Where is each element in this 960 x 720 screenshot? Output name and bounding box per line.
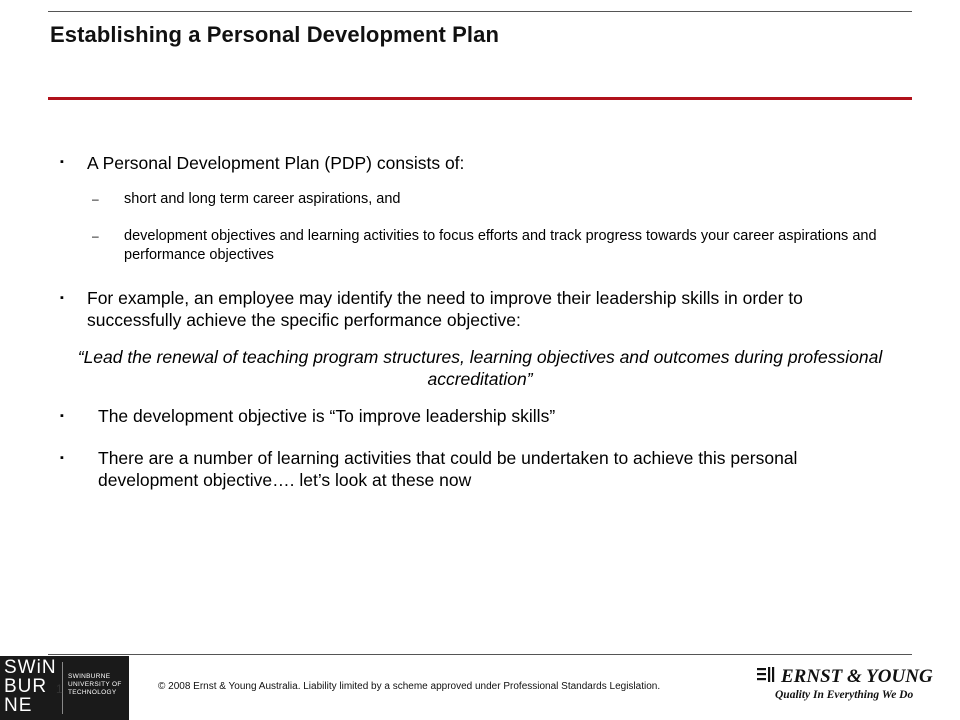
- bullet-marker: ▪: [60, 452, 64, 464]
- ey-logo-mark-icon: [755, 666, 777, 684]
- bullet-text-pdp: A Personal Development Plan (PDP) consists of:: [87, 153, 465, 173]
- dash-marker: –: [92, 229, 99, 243]
- swinburne-logo: [0, 656, 129, 720]
- bullet-text-learning-activities: There are a number of learning activities that could be undertaken to achieve this personal development objective…. let’s look at these now: [98, 448, 798, 490]
- bullet-text-development-objective: The development objective is “To improve leadership skills”: [98, 406, 556, 426]
- header-rule: [48, 11, 912, 12]
- ey-logo-tagline: Quality In Everything We Do: [775, 689, 914, 701]
- slide-title: Establishing a Personal Development Plan: [50, 22, 500, 47]
- objective-quote: “Lead the renewal of teaching program structures, learning objectives and outcomes during professional accreditation”: [77, 347, 883, 389]
- page-number: 1: [56, 682, 63, 696]
- footer-rule: [48, 654, 912, 655]
- subitem-career-aspirations: short and long term career aspirations, and: [124, 191, 401, 207]
- subitem-development-objectives: development objectives and learning activities to focus efforts and track progress towards your career aspirations and performance objectives: [124, 228, 877, 263]
- title-underline: [48, 97, 912, 100]
- swinburne-logo-wordmark: SWiN BUR NE: [4, 657, 57, 716]
- bullet-text-example: For example, an employee may identify the need to improve their leadership skills in order to successfully achieve the specific performance objective:: [87, 288, 803, 330]
- swinburne-logo-subtitle: SWINBURNE UNIVERSITY OF TECHNOLOGY: [68, 673, 122, 696]
- bullet-marker: ▪: [60, 410, 64, 422]
- dash-marker: –: [92, 192, 99, 206]
- copyright-notice: © 2008 Ernst & Young Australia. Liability limited by a scheme approved under Professional Standards Legislation.: [158, 681, 661, 692]
- ey-logo-name: ERNST & YOUNG: [781, 666, 933, 687]
- bullet-marker: ▪: [60, 156, 64, 168]
- bullet-marker: ▪: [60, 292, 64, 304]
